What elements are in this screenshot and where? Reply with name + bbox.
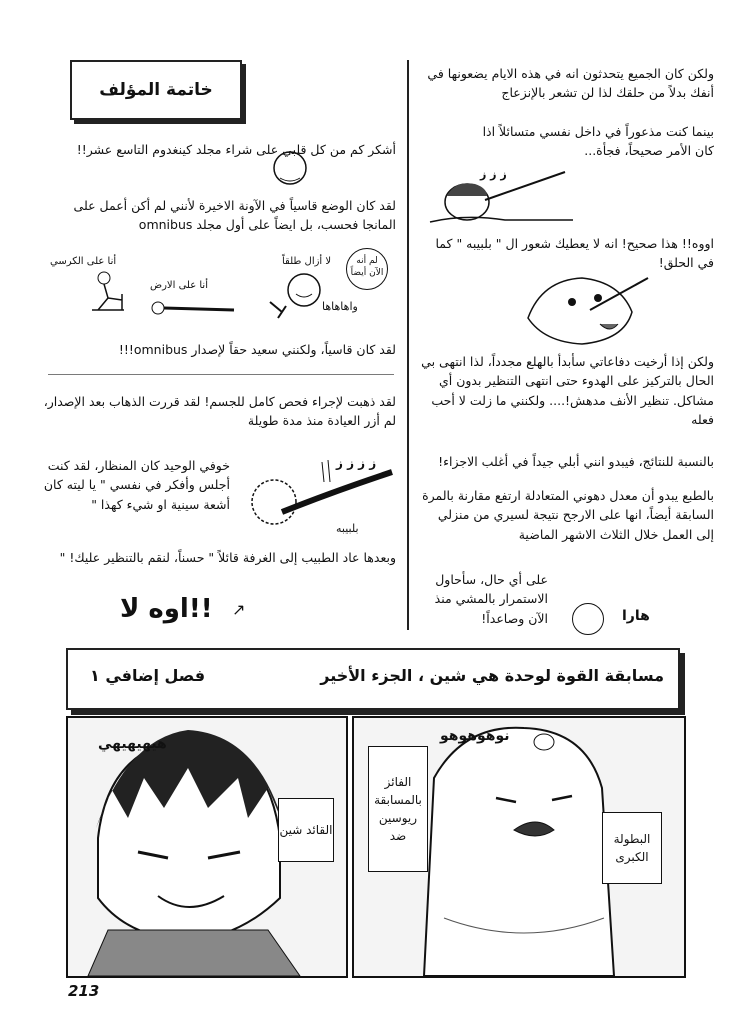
left-paragraph-6: وبعدها عاد الطبيب إلى الغرفة قائلاً " حسناً، لنقم بالتنظير عليك! " <box>59 550 396 565</box>
column-divider <box>407 60 409 630</box>
right-panel-sfx: نوهوهوهو <box>440 728 510 744</box>
banner-chapter: فصل إضافي ١ <box>90 666 206 685</box>
person-on-floor-doodle <box>148 298 238 318</box>
chapter-banner <box>66 648 680 710</box>
left-paragraph-1: أشكر كم من كل قلبي على شراء مجلد كينغدوم التاسع عشر!! <box>76 142 396 157</box>
right-panel <box>352 716 686 978</box>
left-paragraph-5: خوفي الوحيد كان المنظار، لقد كنت أجلس وأفكر في نفسي " يا ليته كان أشعة سينية او شيء كهذا " <box>43 458 230 512</box>
right-panel-caption-grand: البطولة الكبرى <box>602 812 662 884</box>
thought-bubble-text: لم أنه الآن أيضاً <box>350 256 384 278</box>
floor-label: أنا على الارض <box>150 280 208 291</box>
scope-sound-label: بلبيبه <box>336 522 359 535</box>
right-panel-caption-winner: الفائز بالمسابقة ريوسين ضد <box>368 746 428 872</box>
nose-scope-illustration <box>520 270 650 350</box>
right-paragraph-1: ولكن كان الجميع يتحدثون انه في هذه الايام يضعونها في أنفك بدلاً من حلقك لذا لن تشعر بالإنزعاج <box>427 66 714 101</box>
right-paragraph-4: ولكن إذا أرخيت دفاعاتي سأبدأ بالهلع مجدداً، لذا انتهى بي الحال بالتركيز على الهدوء حتى انتهى التنظير بدون أي مشاكل. تنظير الأنف مدهش!.... ولكنني ما زلت لا أحب فعله <box>421 354 714 428</box>
left-panel-caption: القائد شين <box>278 798 334 862</box>
right-paragraph-2: بينما كنت مذعوراً في داخل نفسي متسائلاً اذا كان الأمر صحيحاً، فجأة... <box>482 124 714 159</box>
left-panel-sfx: هيهيهيهي <box>98 736 167 752</box>
left-paragraph-4: لقد ذهبت لإجراء فحص كامل للجسم! لقد قررت الذهاب بعد الإصدار، لم أزر العيادة منذ مدة طويلة <box>43 394 396 429</box>
right-paragraph-6: بالطبع يبدو أن معدل دهوني المتعادلة ارتفع مقارنة بالمرة السابقة أيضاً، انها على الارجح نتيجة لسيري من منزلي إلى العمل خلال الثلاث الاشهر الماضية <box>422 488 714 542</box>
page-number: 213 <box>68 982 100 1000</box>
right-paragraph-3: اووه!! هذا صحيح! انه لا يعطيك شعور ال " بلبيبه " كما في الحلق! <box>435 236 714 271</box>
right-paragraph-7: على أي حال، سأحاول الاستمرار بالمشي منذ الآن وصاعداً! <box>434 572 548 626</box>
still-laughing-label: لا أزال طلقاً <box>282 256 332 267</box>
scope-snore-sfx: ز ز ز ز <box>336 456 377 470</box>
signature-stamp <box>572 603 604 635</box>
right-paragraph-5: بالنسبة للنتائج، فيبدو انني أبلي جيداً في أغلب الاجزاء! <box>438 454 714 469</box>
left-paragraph-3: لقد كان قاسياً، ولكنني سعيد حقاً لإصدار omnibus!!! <box>118 342 396 357</box>
left-paragraph-2: لقد كان الوضع قاسياً في الآونة الاخيرة لأنني لم أكن أعمل على المانجا فحسب، بل ايضاً على أول مجلد omnibus <box>73 198 396 233</box>
arrow-icon: ↗ <box>232 600 246 619</box>
left-section-divider <box>48 374 394 375</box>
left-panel <box>66 716 348 978</box>
oh-no-exclaim: اوه لا!! <box>120 594 213 624</box>
signature-name: هارا <box>622 608 650 624</box>
banner-title: مسابقة القوة لوحدة هي شين ، الجزء الأخير <box>320 666 664 685</box>
haha-label: واهاهاها <box>322 300 358 313</box>
person-on-chair-doodle <box>82 270 132 312</box>
endoscope-doodle <box>232 452 402 542</box>
afterword-title: خاتمة المؤلف <box>70 60 242 120</box>
chair-label: أنا على الكرسي <box>50 256 117 267</box>
snore-sfx: ز ز ز <box>480 168 507 181</box>
laughing-face-doodle <box>264 268 334 324</box>
